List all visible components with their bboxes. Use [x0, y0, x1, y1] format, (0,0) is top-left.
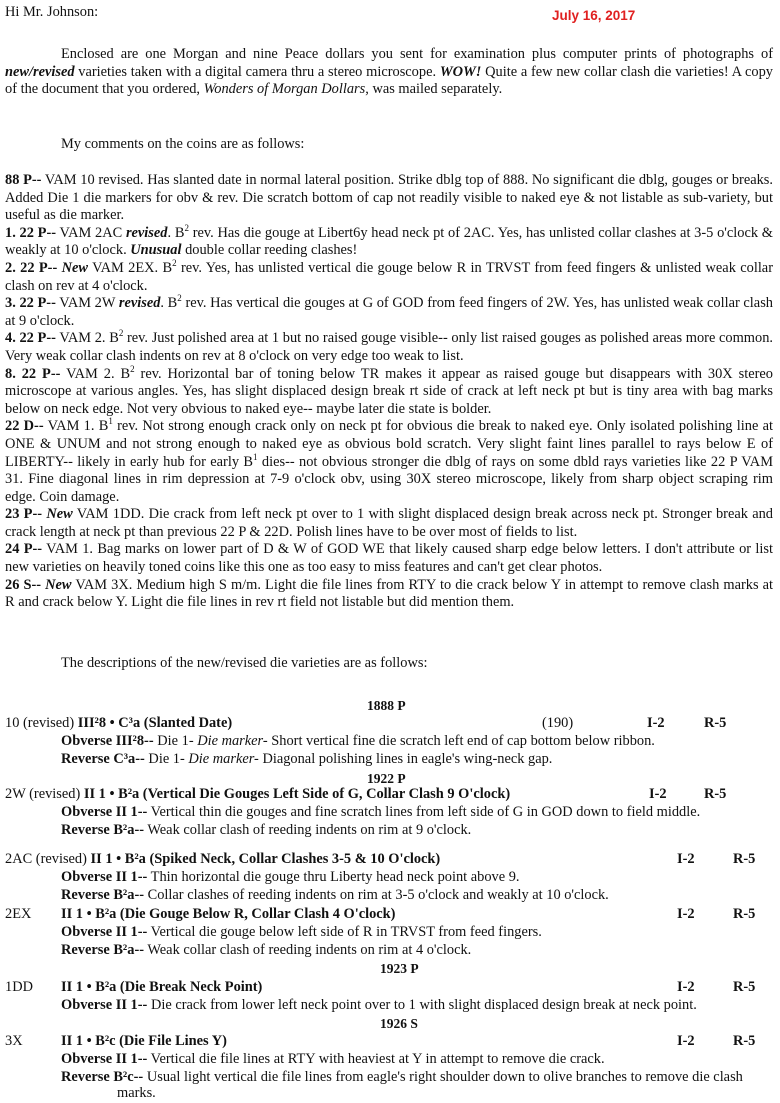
rarity-rating: R-5	[704, 786, 727, 802]
rarity-rating: R-5	[733, 979, 756, 995]
coin-label: 4. 22 P--	[5, 330, 56, 347]
intro-book-title: Wonders of Morgan Dollars	[203, 81, 366, 98]
line-rest: Diagonal polishing lines in eagle's wing-neck gap.	[258, 751, 553, 767]
line-text: Usual light vertical die file lines from eagle's right shoulder down to olive branches to remove die clash	[143, 1069, 743, 1085]
line-text: Die 1-	[144, 751, 189, 767]
line-emphasis: Die marker-	[197, 733, 268, 749]
variety-vam: 2AC (revised)	[5, 851, 87, 867]
comment-entry	[5, 577, 773, 612]
rarity-rating: R-5	[733, 1033, 756, 1049]
coin-label: 3. 22 P--	[5, 295, 56, 312]
superscript: 1	[253, 451, 258, 462]
line-label: Obverse II 1--	[61, 924, 148, 940]
comment-text: rev. Horizontal bar of toning below TR makes it appear as raised gouge but disappears with 30X stereo microscope at various angles. Yes, has slight displaced design break rt side of crack at left neck pt but is tiny area with bag marks below on neck edge. Not very obvious to naked eye-- maybe later die state is bolder.	[5, 365, 773, 417]
variety-designation: III²8 • C³a (Slanted Date)	[77, 715, 233, 731]
line-rest: Short vertical fine die scratch left end of cap bottom below ribbon.	[267, 733, 655, 749]
superscript: 1	[108, 416, 113, 427]
line-label: Reverse B²a--	[61, 942, 145, 958]
variety-designation: II 1 • B²a (Spiked Neck, Collar Clashes 3-5 & 10 O'clock)	[90, 851, 441, 867]
variety-line	[61, 924, 542, 942]
intro-wow: WOW!	[439, 63, 482, 80]
variety-row	[5, 906, 395, 924]
comment-text: dies-- not obvious stronger die dblg of rays on some dbld rays varieties like 22 P VAM 31. Fine diagonal lines in rim depression at 7-9 o'clock obv, using 30X stereo microscope, likely from sharp object scraping rim edge. Coin damage.	[5, 453, 773, 505]
comment-text: revised	[125, 224, 168, 241]
line-label: Reverse B²a--	[61, 887, 145, 903]
variety-designation: II 1 • B²a (Die Gouge Below R, Collar Clash 4 O'clock)	[61, 906, 396, 922]
superscript: 2	[118, 328, 124, 339]
comment-text: VAM 2EX. B	[88, 259, 173, 276]
variety-row	[5, 979, 262, 997]
interest-rating: I-2	[677, 906, 695, 922]
interest-rating: I-2	[677, 1033, 695, 1049]
rarity-rating: R-5	[704, 715, 727, 731]
comment-text: rev. Just polished area at 1 but no raised gouge visible-- only list raised gouges as polished areas more common. Very weak collar clash indents on rev at 8 o'clock on very edge too weak to list.	[5, 330, 773, 364]
year-header: 1888 P	[367, 698, 406, 713]
coin-label: 88 P--	[5, 172, 42, 188]
variety-line	[61, 804, 700, 822]
year-header: 1926 S	[380, 1016, 418, 1031]
variety-line	[61, 997, 697, 1015]
line-label: Obverse II 1--	[61, 869, 148, 885]
rarity-rating: R-5	[733, 851, 756, 867]
line-label: Obverse III²8--	[61, 733, 154, 749]
comment-entry	[5, 222, 773, 260]
variety-vam: 2EX	[5, 906, 32, 922]
coin-label: 2. 22 P--	[5, 259, 58, 276]
letter-date: July 16, 2017	[552, 8, 636, 23]
line-label: Reverse C³a--	[61, 751, 145, 767]
intro-text-c: Quite a few new collar clash die varieties! A copy of the document that you ordered,	[5, 63, 773, 98]
interest-rating: I-2	[677, 979, 695, 995]
variety-designation: II 1 • B²a (Die Break Neck Point)	[61, 979, 263, 995]
comment-text: . B	[167, 224, 185, 241]
comment-text: double collar reeding clashes!	[181, 242, 358, 259]
comment-entry	[5, 506, 773, 541]
variety-row	[5, 851, 440, 869]
comment-text: New	[46, 506, 73, 523]
variety-line	[61, 733, 655, 751]
comment-entry	[5, 363, 773, 419]
intro-text-a: Enclosed are one Morgan and nine Peace dollars you sent for examination plus computer prints of photographs of	[61, 46, 773, 62]
line-text: Thin horizontal die gouge thru Liberty head neck point above 9.	[147, 869, 520, 885]
line-label: Obverse II 1--	[61, 997, 148, 1013]
line-text: Vertical die gouge below left side of R in TRVST from feed fingers.	[147, 924, 542, 940]
coin-label: 24 P--	[5, 541, 43, 558]
interest-rating: I-2	[649, 786, 667, 802]
coin-label: 1. 22 P--	[5, 224, 57, 241]
line-text: Vertical die file lines at RTY with heaviest at Y in attempt to remove die crack.	[147, 1051, 605, 1067]
comment-text: Unusual	[130, 242, 182, 259]
comment-text: New	[61, 259, 89, 276]
interest-rating: I-2	[647, 715, 665, 731]
intro-text-d: , was mailed separately.	[365, 81, 503, 98]
variety-row	[5, 715, 232, 733]
comment-text: VAM 1. Bag marks on lower part of D & W of GOD WE that likely caused sharp edge below letters. I don't attribute or list new varieties on heavily toned coins like this one as too easy to miss features and can't get clear photos.	[5, 541, 773, 576]
variety-line	[61, 1069, 743, 1087]
line-label: Reverse B²a--	[61, 822, 145, 838]
variety-count: (190)	[542, 715, 574, 731]
comment-text: VAM 2. B	[55, 330, 119, 347]
comment-text: rev. Not strong enough crack only on neck pt for obvious die break to naked eye. Only isolated polishing line at ONE & UNUM and not strong enough to naked eye as obvious bold scratch. Very slight faint lines parallel to rays below E of LIBERTY-- likely in early hub for early B	[5, 418, 773, 470]
line-text: Die crack from lower left neck point over to 1 with slight displaced design break at neck point.	[147, 997, 697, 1013]
year-header: 1922 P	[367, 771, 406, 786]
comment-text: rev. Has vertical die gouges at G of GOD from feed fingers of 2W. Yes, has unlisted weak collar clash at 9 o'clock.	[5, 295, 773, 329]
salutation: Hi Mr. Johnson:	[5, 4, 99, 20]
coin-label: 23 P--	[5, 506, 43, 523]
variety-line	[61, 1051, 605, 1069]
comment-entry	[5, 330, 773, 365]
variety-line	[61, 942, 471, 960]
intro-paragraph	[5, 46, 773, 99]
comment-entry	[5, 418, 773, 506]
comment-text: VAM 10 revised. Has slanted date in normal lateral position. Strike dblg top of 888. No significant die dblg, gouges or breaks. Added Die 1 die markers for obv & rev. Die scratch bottom of cap not readily visible to naked eye & not listable as sub-variety, but useful as die marker.	[5, 172, 773, 224]
coin-label: 26 S--	[5, 576, 42, 593]
comment-text: VAM 1. B	[43, 418, 109, 435]
line-text: Weak collar clash of reeding indents on rim at 4 o'clock.	[144, 942, 472, 958]
intro-emphasis: new/revised	[5, 63, 75, 80]
line-text: Die 1-	[153, 733, 198, 749]
superscript: 2	[172, 258, 177, 269]
line-text: marks.	[117, 1085, 156, 1101]
variety-vam: 2W (revised)	[5, 786, 81, 802]
comment-text: rev. Has die gouge at Libert6y head neck pt of 2AC. Yes, has unlisted collar clashes at 3-5 o'clock & weakly at 10 o'clock.	[5, 224, 773, 259]
comment-text: New	[45, 576, 72, 593]
comment-text: . B	[160, 295, 178, 312]
line-text: Weak collar clash of reeding indents on rim at 9 o'clock.	[144, 822, 472, 838]
variety-designation: II 1 • B²c (Die File Lines Y)	[61, 1033, 227, 1049]
rarity-rating: R-5	[733, 906, 756, 922]
comment-text: VAM 3X. Medium high S m/m. Light die file lines from RTY to die crack below Y in attempt to remove clash marks at R and crack below Y. Light die file lines in rev rt field not listable but did mention them.	[5, 576, 773, 611]
line-label: Reverse B²c--	[61, 1069, 144, 1085]
variety-line	[61, 887, 609, 905]
comment-text: VAM 2W	[55, 295, 119, 312]
variety-vam: 3X	[5, 1033, 23, 1049]
variety-row	[5, 786, 510, 804]
variety-vam: 1DD	[5, 979, 33, 995]
variety-line	[61, 869, 520, 887]
comment-text: VAM 2. B	[60, 365, 131, 382]
interest-rating: I-2	[677, 851, 695, 867]
variety-line	[61, 751, 552, 769]
line-text: Vertical thin die gouges and fine scratch lines from left side of G in GOD down to field middle.	[147, 804, 701, 820]
comment-text: revised	[118, 295, 161, 312]
comment-entry	[5, 260, 773, 295]
comments-list	[5, 172, 773, 612]
line-emphasis: Die marker-	[188, 751, 259, 767]
variety-row	[5, 1033, 227, 1051]
line-label: Obverse II 1--	[61, 1051, 148, 1067]
line-label: Obverse II 1--	[61, 804, 148, 820]
comment-text: VAM 1DD. Die crack from left neck pt over to 1 with slight displaced design break across neck pt. Stronger break and crack length at neck pt than previous 22 P & 22D. Polish lines have to be over most of fields to list.	[5, 506, 773, 540]
comment-text: rev. Yes, has unlisted vertical die gouge below R in TRVST from feed fingers & unlisted weak collar clash on rev at 4 o'clock.	[5, 259, 773, 294]
coin-label: 8. 22 P--	[5, 365, 61, 382]
superscript: 2	[177, 293, 182, 304]
comment-entry	[5, 172, 773, 225]
year-header: 1923 P	[380, 961, 419, 976]
variety-designation: II 1 • B²a (Vertical Die Gouges Left Side of G, Collar Clash 9 O'clock)	[83, 786, 511, 802]
line-text: Collar clashes of reeding indents on rim at 3-5 o'clock and weakly at 10 o'clock.	[144, 887, 609, 903]
comment-entry	[5, 541, 773, 576]
descriptions-heading: The descriptions of the new/revised die varieties are as follows:	[61, 655, 428, 671]
variety-line	[61, 822, 471, 840]
superscript: 2	[184, 222, 189, 233]
variety-vam: 10 (revised)	[5, 715, 75, 731]
comment-text: VAM 2AC	[56, 224, 126, 241]
comments-heading: My comments on the coins are as follows:	[61, 136, 305, 152]
intro-text-b: varieties taken with a digital camera thru a stereo microscope.	[74, 63, 440, 80]
superscript: 2	[130, 363, 135, 374]
coin-label: 22 D--	[5, 418, 44, 435]
comment-entry	[5, 295, 773, 330]
